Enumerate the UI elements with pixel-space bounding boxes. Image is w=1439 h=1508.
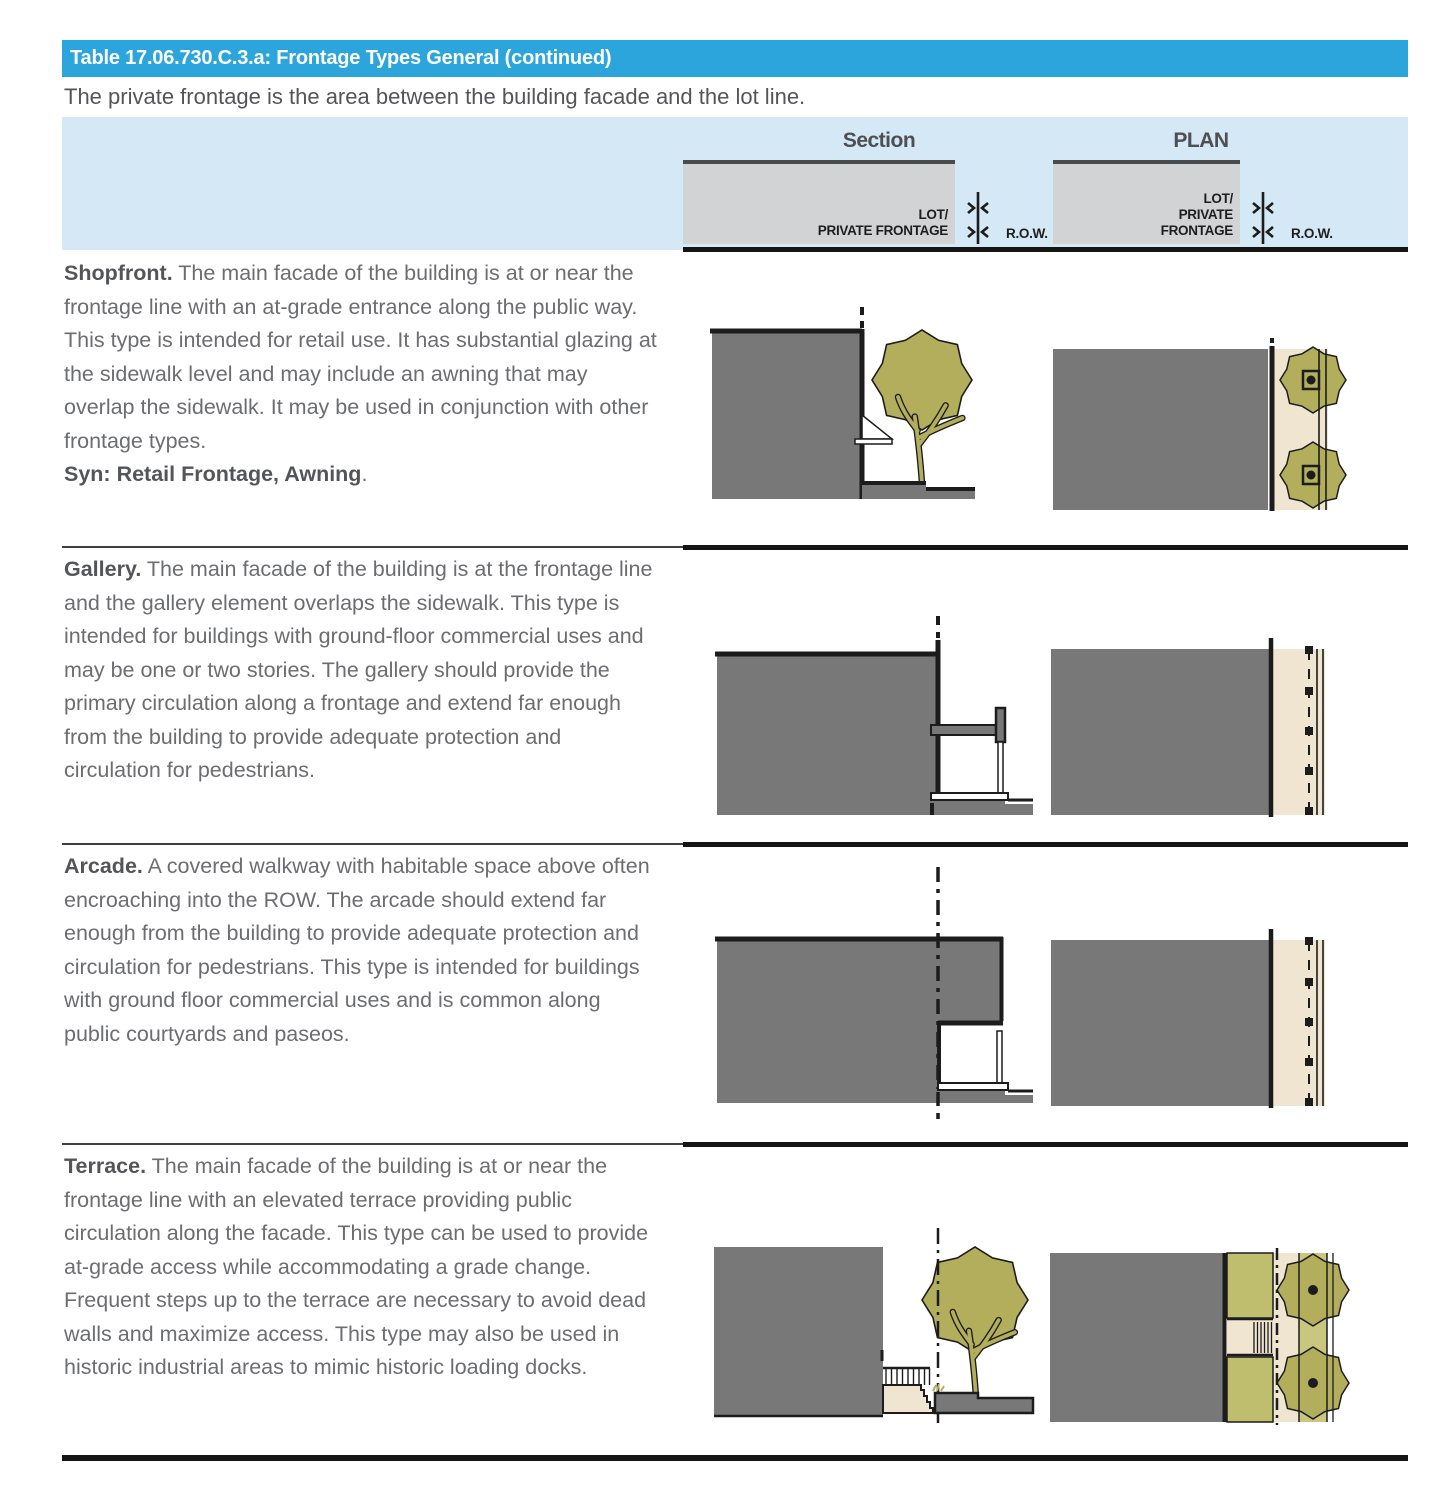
frontage-rows (62, 252, 1408, 1448)
frontage-synonym: Syn: Retail Frontage, Awning. (64, 462, 368, 486)
frontage-text (62, 845, 683, 1145)
frontage-name: Gallery. (64, 557, 142, 581)
ground (931, 800, 1033, 815)
building-mass (1051, 649, 1270, 815)
row-label: R.O.W. (1291, 226, 1333, 241)
arcade-section-diagram (683, 845, 1050, 1141)
frontage-description: The main facade of the building is at or near the frontage line with an at-grade entrance along the public way. This type is intended for retail use. It has substantial glazing at the sidewalk level and may include an awning that may overlap the sidewalk. It may be used in conjunction with other frontage types. (64, 261, 657, 453)
sidewalk (938, 1083, 1008, 1090)
table-subtitle: The private frontage is the area between the building facade and the lot line. (64, 84, 806, 109)
building-mass (714, 1247, 883, 1416)
table-title-bar (62, 40, 1408, 77)
tree-center-dot (1308, 1285, 1318, 1295)
building-mass (712, 329, 862, 499)
frontage-text (62, 252, 683, 548)
lot-frontage-box (683, 160, 955, 244)
gallery-column (998, 742, 1003, 795)
frontage-description: The main facade of the building is at the frontage line and the gallery element overlaps the sidewalk. This type is intended for buildings with ground-floor commercial uses and may be one or two stories. The gallery should provide the primary circulation along a frontage and extend far enough from the building to provide adequate protection and circulation for pedestrians. (64, 557, 653, 782)
shopfront-plan-figure (1050, 252, 1408, 548)
lot-label-line3: FRONTAGE (1160, 223, 1233, 238)
shopfront-section-diagram (683, 252, 1050, 544)
gallery-plan-diagram (1050, 548, 1408, 841)
frontage-description: A covered walkway with habitable space above often encroaching into the ROW. The arcade should extend far enough from the building to provide adequate protection and circulation for pedestrians. This type is intended for buildings with ground floor commercial uses and is common along public courtyards and paseos. (64, 854, 650, 1046)
lot-frontage-box (1053, 160, 1240, 244)
gallery-section-figure (683, 548, 1050, 845)
plan-column-header (1053, 117, 1408, 250)
ground (935, 1393, 1033, 1413)
lot-label-line2: PRIVATE FRONTAGE (817, 223, 948, 238)
section-label: Section (842, 129, 916, 152)
building-mass (1051, 940, 1270, 1106)
terrace-section-figure (683, 1145, 1050, 1448)
building-mass (717, 652, 938, 815)
terrace-plan-diagram (1050, 1145, 1408, 1445)
frontage-text (62, 548, 683, 845)
tree-icon (872, 330, 972, 481)
frontage-name: Arcade. (64, 854, 143, 878)
frontage-row-arcade (62, 845, 1408, 1145)
dimension-arrows-icon (964, 192, 992, 244)
arcade-plan-diagram (1050, 845, 1408, 1141)
arcade-section-figure (683, 845, 1050, 1145)
lot-label-line2: PRIVATE (1178, 207, 1233, 222)
lot-label-line1: LOT/ (1203, 191, 1233, 206)
frontage-row-gallery (62, 548, 1408, 845)
terrace-steps (883, 1385, 933, 1413)
terrace-section-diagram (683, 1145, 1050, 1445)
terrace-block-upper (1227, 1253, 1273, 1318)
table-title: Table 17.06.730.C.3.a: Frontage Types General (continued) (70, 47, 612, 69)
frontage-description: The main facade of the building is at or near the frontage line with an elevated terrace providing public circulation along the facade. This type can be used to provide at-grade access while accommodating a grade change. Frequent steps up to the terrace are necessary to avoid dead walls and maximize access. This type may also be used in historic industrial areas to mimic historic loading docks. (64, 1154, 649, 1379)
gallery-roof (931, 725, 998, 735)
gallery-roof-cap (996, 708, 1005, 742)
sidewalk (931, 793, 1008, 800)
tree-center-dot (1308, 1378, 1318, 1388)
terrace-plan-figure (1050, 1145, 1408, 1448)
gallery-section-diagram (683, 548, 1050, 841)
arcade-plan-figure (1050, 845, 1408, 1145)
arcade-walkway (940, 1024, 1000, 1084)
dimension-arrows-icon (1249, 192, 1277, 244)
lot-label-line1: LOT/ (918, 207, 948, 222)
column-header-band (62, 117, 1408, 250)
frontage-row-shopfront (62, 252, 1408, 548)
plan-legend (1053, 160, 1408, 244)
awning-bar (855, 439, 892, 444)
building-mass (1053, 349, 1268, 510)
shopfront-section-figure (683, 252, 1050, 548)
frontage-text (62, 1145, 683, 1448)
ground (862, 484, 975, 499)
frontage-row-terrace (62, 1145, 1408, 1448)
shopfront-plan-diagram (1050, 252, 1408, 544)
terrace-railing (883, 1368, 930, 1385)
awning (862, 415, 892, 439)
row-label: R.O.W. (1006, 226, 1048, 241)
frontage-name: Terrace. (64, 1154, 147, 1178)
frontage-name: Shopfront. (64, 261, 173, 285)
table-bottom-rule (62, 1455, 1408, 1461)
plan-label: PLAN (1173, 129, 1229, 152)
gallery-plan-figure (1050, 548, 1408, 845)
terrace-block-lower (1227, 1357, 1273, 1422)
arcade-column (997, 1031, 1002, 1083)
section-column-header (683, 117, 1050, 250)
section-legend (683, 160, 1050, 244)
building-mass (1050, 1253, 1223, 1422)
